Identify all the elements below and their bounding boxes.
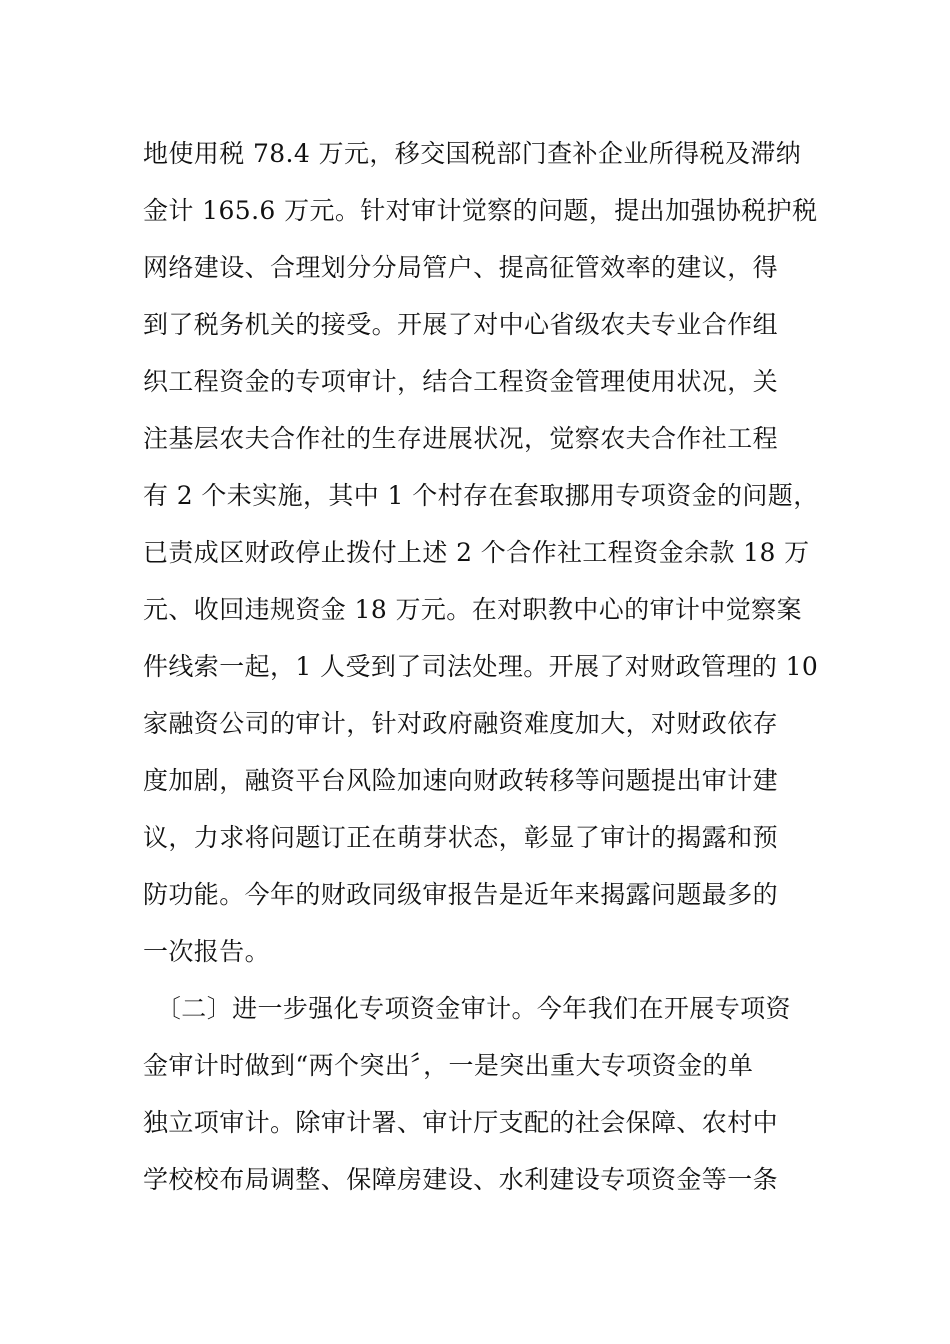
text-line: 元、收回违规资金 18 万元。在对职教中心的审计中觉察案: [143, 595, 802, 624]
text-line: 独立项审计。除审计署、审计厅支配的社会保障、农村中: [143, 1108, 779, 1137]
text-line: 学校校布局调整、保障房建设、水利建设专项资金等一条: [143, 1165, 779, 1194]
text-line: 网络建设、合理划分分局管户、提高征管效率的建议，得: [143, 253, 779, 282]
text-line: 地使用税 78.4 万元，移交国税部门查补企业所得税及滞纳: [143, 139, 802, 168]
text-line: 议，力求将问题订正在萌芽状态，彰显了审计的揭露和预: [143, 823, 779, 852]
text-line: 家融资公司的审计，针对政府融资难度加大，对财政依存: [143, 709, 779, 738]
text-line: 度加剧，融资平台风险加速向财政转移等问题提出审计建: [143, 766, 779, 795]
text-line: 织工程资金的专项审计，结合工程资金管理使用状况，关: [143, 367, 779, 396]
text-line: 〔二〕进一步强化专项资金审计。今年我们在开展专项资: [143, 994, 791, 1023]
text-line: 金计 165.6 万元。针对审计觉察的问题，提出加强协税护税: [143, 196, 818, 225]
text-line: 防功能。今年的财政同级审报告是近年来揭露问题最多的: [143, 880, 779, 909]
text-line: 到了税务机关的接受。开展了对中心省级农夫专业合作组: [143, 310, 779, 339]
text-line: 一次报告。: [143, 937, 271, 966]
text-line: 有 2 个未实施，其中 1 个村存在套取挪用专项资金的问题，: [143, 481, 819, 510]
text-line: 金审计时做到“两个突出〞，一是突出重大专项资金的单: [143, 1051, 754, 1080]
text-line: 已责成区财政停止拨付上述 2 个合作社工程资金余款 18 万: [143, 538, 810, 567]
text-line: 件线索一起，1 人受到了司法处理。开展了对财政管理的 10: [143, 652, 819, 681]
document-body: [143, 125, 819, 1208]
text-line: 注基层农夫合作社的生存进展状况，觉察农夫合作社工程: [143, 424, 779, 453]
